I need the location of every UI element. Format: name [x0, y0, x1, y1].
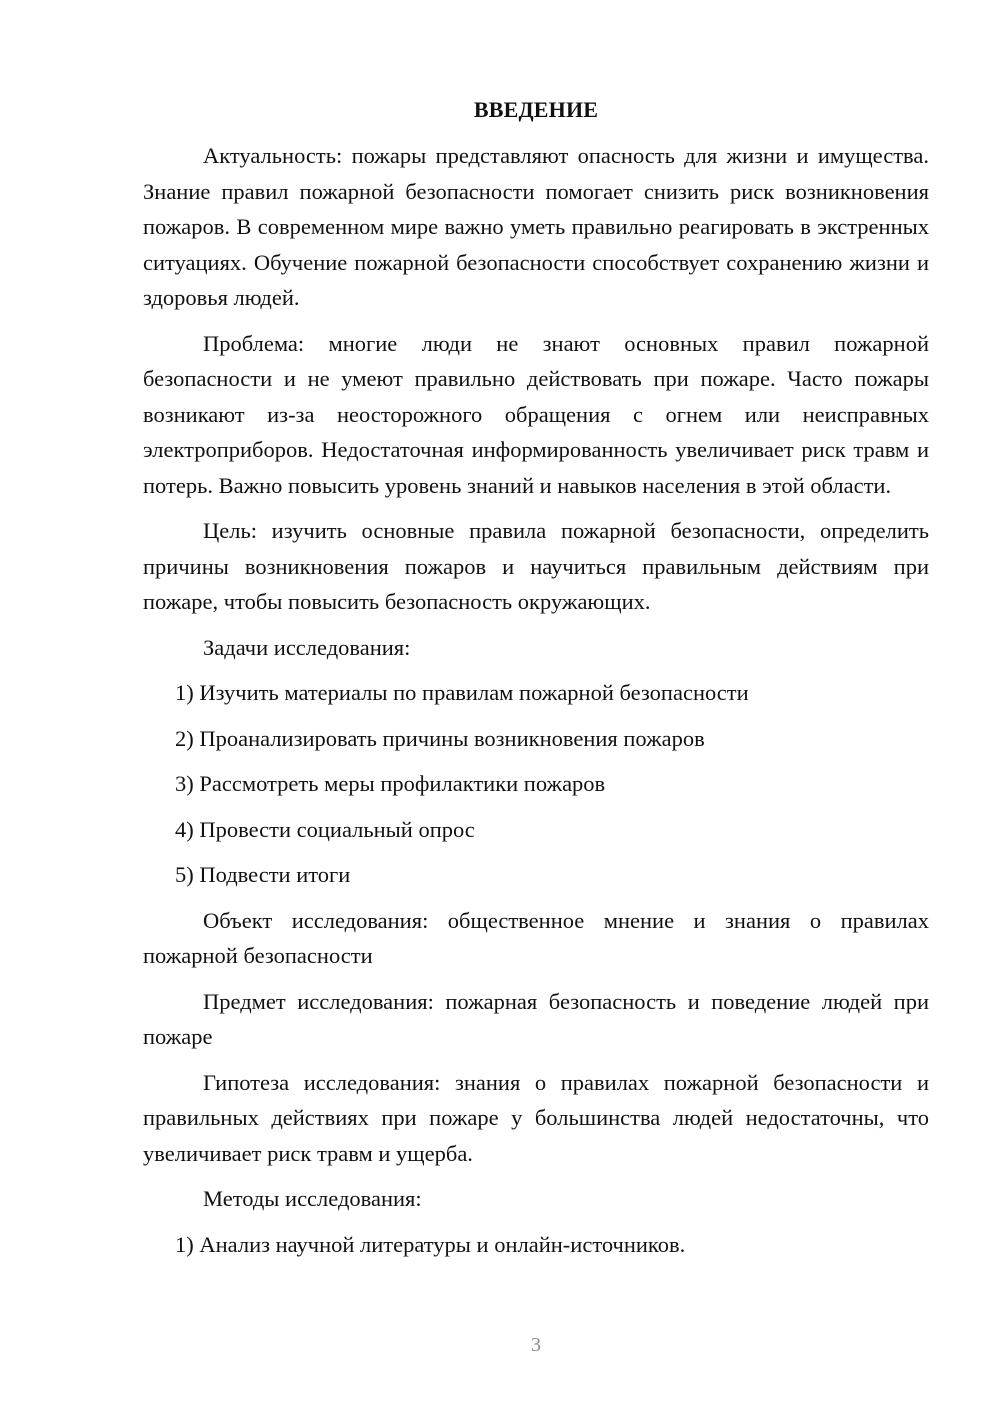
methods-heading: Методы исследования: — [203, 1186, 422, 1211]
tasks-list — [143, 675, 929, 893]
page-title: ВВЕДЕНИЕ — [473, 97, 599, 122]
problem-paragraph: Проблема: многие люди не знают основных правил пожарной безопасности и не умеют правильно действовать при пожаре. Часто пожары возникают из-за неосторожного обращения с огнем или неисправных электроприборов. Недостаточная информированность увеличивает риск травм и потерь. Важно повысить уровень знаний и навыков населения в этой области. — [143, 330, 929, 498]
list-item: 3) Рассмотреть меры профилактики пожаров — [175, 771, 606, 796]
document-page — [143, 95, 929, 1272]
subject-paragraph: Предмет исследования: пожарная безопасность и поведение людей при пожаре — [143, 988, 929, 1049]
list-item: 4) Провести социальный опрос — [175, 816, 475, 842]
list-item: 2) Проанализировать причины возникновения пожаров — [175, 725, 705, 751]
hypothesis-paragraph: Гипотеза исследования: знания о правилах пожарной безопасности и правильных действиях при пожаре у большинства людей недостаточны, что увеличивает риск травм и ущерба. — [143, 1069, 929, 1166]
methods-list — [143, 1227, 929, 1263]
goal-paragraph: Цель: изучить основные правила пожарной безопасности, определить причины возникновения пожаров и научиться правильным действиям при пожаре, чтобы повысить безопасность окружающих. — [143, 518, 929, 614]
object-paragraph: Объект исследования: общественное мнение и знания о правилах пожарной безопасности — [143, 907, 929, 968]
list-item: 1) Анализ научной литературы и онлайн-источников. — [175, 1231, 686, 1257]
page-number: 3 — [531, 1334, 541, 1356]
list-item: 1) Изучить материалы по правилам пожарной безопасности — [175, 680, 749, 705]
list-item: 5) Подвести итоги — [175, 862, 351, 887]
relevance-paragraph: Актуальность: пожары представляют опасность для жизни и имущества. Знание правил пожарной безопасности помогает снизить риск возникновения пожаров. В современном мире важно уметь правильно реагировать в экстренных ситуациях. Обучение пожарной безопасности способствует сохранению жизни и здоровья людей. — [143, 143, 929, 310]
tasks-heading: Задачи исследования: — [203, 634, 411, 660]
